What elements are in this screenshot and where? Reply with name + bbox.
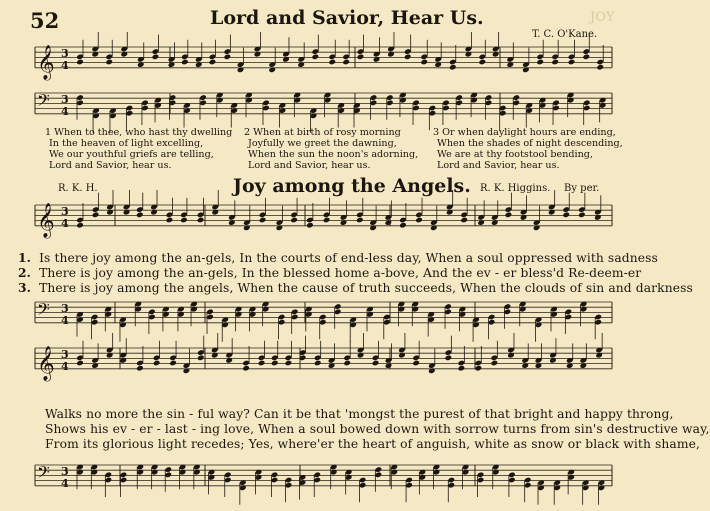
stanza-number: 1 (45, 127, 52, 138)
note-head (356, 217, 364, 224)
stanza-line: When the sun the noon's adorning, (248, 149, 419, 160)
note-head (258, 360, 266, 367)
time-signature-top: 3 (61, 348, 69, 361)
note-head (136, 365, 144, 372)
time-signature-top: 3 (61, 465, 69, 478)
note-head (568, 59, 576, 66)
note-head (152, 54, 160, 61)
bass-clef-icon: 𝄢 (37, 89, 50, 114)
note-head (197, 355, 205, 362)
note-head (551, 59, 559, 66)
note-head (306, 222, 314, 229)
note-head (76, 360, 84, 367)
note-head (285, 360, 293, 367)
time-signature-bottom: 4 (61, 476, 69, 490)
note-head (323, 217, 331, 224)
stanza-line: Lord and Savior, hear us. (49, 160, 172, 171)
note-head (314, 360, 322, 367)
hymn2-composer: R. K. Higgins. (480, 183, 551, 194)
note-head (478, 59, 486, 66)
note-head (415, 217, 423, 224)
note-head (342, 59, 350, 66)
verse-line-3 (18, 280, 693, 295)
note-head (105, 59, 113, 66)
stanza-line: In the heaven of light excelling, (49, 138, 204, 149)
treble-clef-icon: 𝄞 (37, 44, 55, 80)
note-head (153, 360, 161, 367)
hymn1-title: Lord and Savior, Hear Us. (210, 7, 484, 29)
note-head (209, 59, 217, 66)
stanza-line: Lord and Savior, hear us. (248, 160, 371, 171)
time-signature-bottom: 4 (61, 216, 69, 230)
note-head (578, 212, 586, 219)
verse-text: There is joy among the an-gels, In the blessed home a-bove, And the ev - er bless'd Re-deem-er (39, 266, 642, 280)
note-head (343, 360, 351, 367)
note-head (475, 365, 483, 372)
note-head (180, 217, 188, 224)
bass-clef-icon: 𝄢 (37, 298, 50, 323)
time-signature-top: 3 (61, 205, 69, 218)
note-head (271, 360, 279, 367)
note-head (224, 54, 232, 61)
note-head (491, 360, 499, 367)
note-head (372, 360, 380, 367)
stanza-line: When at birth of rosy morning (253, 127, 401, 138)
note-head (536, 59, 544, 66)
time-signature-top: 3 (61, 93, 69, 106)
time-signature-top: 3 (61, 47, 69, 60)
note-head (505, 212, 513, 219)
note-head (197, 217, 205, 224)
treble-clef-icon: 𝄞 (37, 345, 55, 381)
stanza-line: Lord and Savior, hear us. (437, 160, 560, 171)
stanza-line: Joyfully we greet the dawning, (248, 138, 397, 149)
continuation-line-2: Shows his ev - er - last - ing love, When a soul bowed down with sorrow turns from sin's destructive way, (45, 422, 710, 436)
stanza-line: When the shades of night descending, (437, 138, 623, 149)
stanza-line: We our youthful griefs are telling, (49, 149, 214, 160)
page-number: 52 (30, 8, 60, 33)
verse-line-2 (18, 265, 641, 280)
note-head (458, 365, 466, 372)
bass-clef-icon: 𝄢 (37, 461, 50, 486)
note-head (445, 355, 453, 362)
note-head (460, 217, 468, 224)
continuation-line-1: Walks no more the sin - ful way? Can it be that 'mongst the purest of that bright and happy throng, (45, 407, 674, 421)
verse-number: 1. (18, 250, 32, 265)
verse-line-1 (18, 250, 658, 265)
note-head (92, 212, 100, 219)
note-head (76, 222, 84, 229)
verse-number: 2. (18, 265, 32, 280)
hymn1-stanza-1 (45, 127, 232, 171)
verse-text: Is there joy among the an-gels, In the courts of end-less day, When a soul oppressed with sadness (39, 251, 658, 265)
note-head (259, 217, 267, 224)
time-signature-bottom: 4 (61, 359, 69, 373)
note-head (582, 54, 590, 61)
note-head (76, 59, 84, 66)
hymn1-composer: T. C. O'Kane. (532, 29, 598, 40)
time-signature-bottom: 4 (61, 104, 69, 118)
stanza-line: Or when daylight hours are ending, (442, 127, 616, 138)
time-signature-bottom: 4 (61, 313, 69, 327)
note-head (562, 212, 570, 219)
verse-text: There is joy among the angels, When the cause of truth succeeds, When the clouds of sin and darkness (39, 281, 693, 295)
note-head (312, 54, 320, 61)
note-head (404, 54, 412, 61)
stanza-number: 3 (433, 127, 440, 138)
note-head (136, 212, 144, 219)
hymn1-stanza-2 (244, 127, 418, 171)
time-signature-top: 3 (61, 302, 69, 315)
time-signature-bottom: 4 (61, 58, 69, 72)
verse-number: 3. (18, 280, 32, 295)
stanza-line: When to thee, who hast thy dwelling (54, 127, 233, 138)
note-head (357, 54, 365, 61)
note-head (596, 64, 604, 71)
note-head (449, 64, 457, 71)
note-head (166, 217, 174, 224)
note-head (181, 59, 189, 66)
note-head (290, 217, 298, 224)
hymn1-stanza-3 (433, 127, 623, 171)
hymn2-permission: By per. (564, 183, 600, 194)
hymn2-title: Joy among the Angels. (233, 175, 471, 197)
note-head (399, 222, 407, 229)
stanza-line: We are at thy footstool bending, (437, 149, 593, 160)
note-head (242, 365, 250, 372)
note-head (328, 59, 336, 66)
stanza-number: 2 (244, 127, 251, 138)
treble-clef-icon: 𝄞 (37, 202, 55, 238)
note-head (412, 360, 420, 367)
note-head (420, 59, 428, 66)
note-head (169, 360, 177, 367)
continuation-line-3: From its glorious light recedes; Yes, where'er the heart of anguish, white as snow or black with shame, (45, 437, 700, 451)
hymn2-author: R. K. H. (58, 183, 98, 194)
bleed-through-text: JOY (590, 10, 615, 25)
